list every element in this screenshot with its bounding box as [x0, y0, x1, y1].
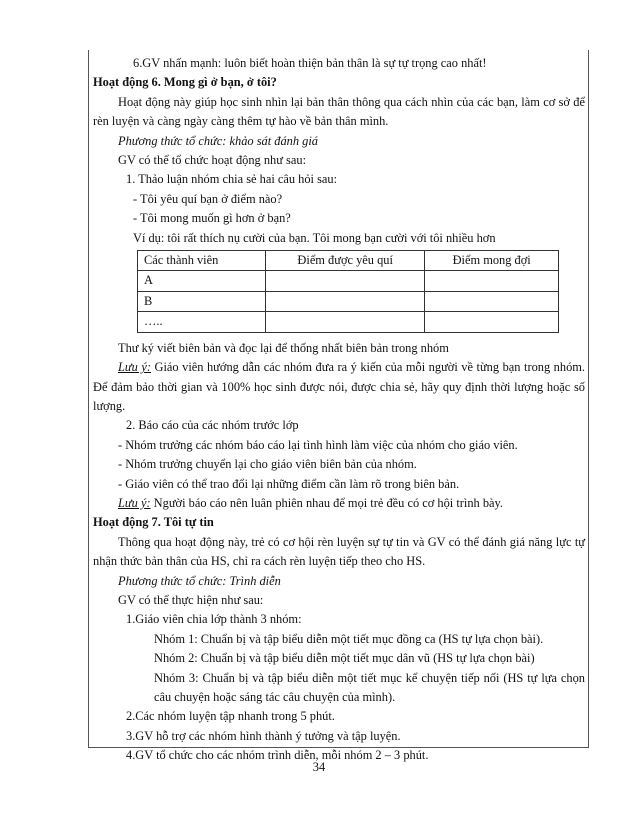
table-cell: ….. [138, 312, 266, 332]
activity-7-step-3: 3.GV hỗ trợ các nhóm hình thành ý tưởng và tập luyện. [126, 728, 401, 743]
question-1: - Tôi yêu quí bạn ở điểm nào? [133, 191, 283, 206]
table-cell [425, 271, 559, 291]
activity-6-intro: Hoạt động này giúp học sinh nhìn lại bản thân thông qua cách nhìn của các bạn, làm cơ sở để rèn luyện và càng ngày càng thêm tự hào về bản thân mình. [93, 94, 585, 129]
table-row [138, 312, 559, 332]
activity-7-heading: Hoạt động 7. Tôi tự tin [93, 515, 214, 530]
page-number: 34 [312, 760, 326, 774]
table-header-cell: Điểm mong đợi [425, 251, 559, 271]
table-row [138, 291, 559, 311]
note-2 [93, 494, 585, 513]
secretary-line: Thư ký viết biên bản và đọc lại để thống nhất biên bản trong nhóm [118, 340, 449, 355]
dash-item-3: - Giáo viên có thể trao đổi lại những điểm cần làm rõ trong biên bản. [118, 476, 460, 491]
note-2-label: Lưu ý: [118, 495, 151, 510]
note-1-label: Lưu ý: [118, 360, 151, 375]
note-1-text: Giáo viên hướng dẫn các nhóm đưa ra ý kiến của mỗi người về từng bạn trong nhóm. Để đảm bảo thời gian và 100% học sinh được nói, được chia sẻ, hãy quy định thời lượng hoặc số lượng. [93, 360, 585, 413]
example-line: Ví dụ: tôi rất thích nụ cười của bạn. Tôi mong bạn cười với tôi nhiều hơn [133, 230, 496, 245]
activity-6-heading: Hoạt động 6. Mong gì ở bạn, ở tôi? [93, 75, 277, 90]
group-3-line: Nhóm 3: Chuẩn bị và tập biểu diễn một tiết mục kể chuyện tiếp nối (HS tự lựa chọn câu chuyện hoặc sáng tác câu chuyện của mình). [154, 670, 585, 704]
table-cell [425, 312, 559, 332]
table-cell: B [138, 291, 266, 311]
question-2: - Tôi mong muốn gì hơn ở bạn? [133, 211, 291, 226]
dash-item-1: - Nhóm trưởng các nhóm báo cáo lại tình hình làm việc của nhóm cho giáo viên. [118, 437, 518, 452]
table-cell [266, 271, 425, 291]
table-cell [425, 291, 559, 311]
table-cell [266, 291, 425, 311]
activity-6-method: Phương thức tổ chức: khảo sát đánh giá [118, 133, 318, 148]
activity-6-step-1: 1. Thảo luận nhóm chia sẻ hai câu hỏi sau: [126, 172, 338, 187]
activity-7-step-4: 4.GV tổ chức cho các nhóm trình diễn, mỗi nhóm 2 – 3 phút. [126, 748, 429, 763]
group-2-line: Nhóm 2: Chuẩn bị và tập biểu diễn một tiết mục dân vũ (HS tự lựa chọn bài) [154, 651, 535, 666]
activity-7-intro: Thông qua hoạt động này, trẻ có cơ hội rèn luyện sự tự tin và GV có thể đánh giá năng lực tự nhận thức bản thân của HS, chỉ ra cách rèn luyện tiếp theo cho HS. [93, 534, 585, 569]
table-cell: A [138, 271, 266, 291]
member-table [137, 250, 559, 333]
step-6-line: 6.GV nhấn mạnh: luôn biết hoàn thiện bản thân là sự tự trọng cao nhất! [133, 56, 487, 70]
note-2-text: Người báo cáo nên luân phiên nhau để mọi trẻ đều có cơ hội trình bày. [150, 495, 504, 510]
activity-6-gv-line: GV có thể tổ chức hoạt động như sau: [118, 153, 307, 168]
note-1 [93, 358, 585, 416]
group-1-line: Nhóm 1: Chuẩn bị và tập biểu diễn một tiết mục đồng ca (HS tự lựa chọn bài). [154, 631, 544, 646]
activity-7-step-1: 1.Giáo viên chia lớp thành 3 nhóm: [126, 612, 302, 627]
activity-7-step-2: 2.Các nhóm luyện tập nhanh trong 5 phút. [126, 709, 335, 724]
activity-7-method: Phương thức tổ chức: Trình diễn [118, 573, 281, 588]
table-cell [266, 312, 425, 332]
activity-6-step-2: 2. Báo cáo của các nhóm trước lớp [126, 418, 299, 433]
activity-7-gv-line: GV có thể thực hiện như sau: [118, 592, 264, 607]
table-header-cell: Điểm được yêu quí [266, 251, 425, 271]
table-header-cell: Các thành viên [138, 251, 266, 271]
document-body [93, 54, 585, 766]
table-row [138, 271, 559, 291]
dash-item-2: - Nhóm trưởng chuyển lại cho giáo viên biên bản của nhóm. [118, 457, 417, 472]
table-header-row [138, 251, 559, 271]
